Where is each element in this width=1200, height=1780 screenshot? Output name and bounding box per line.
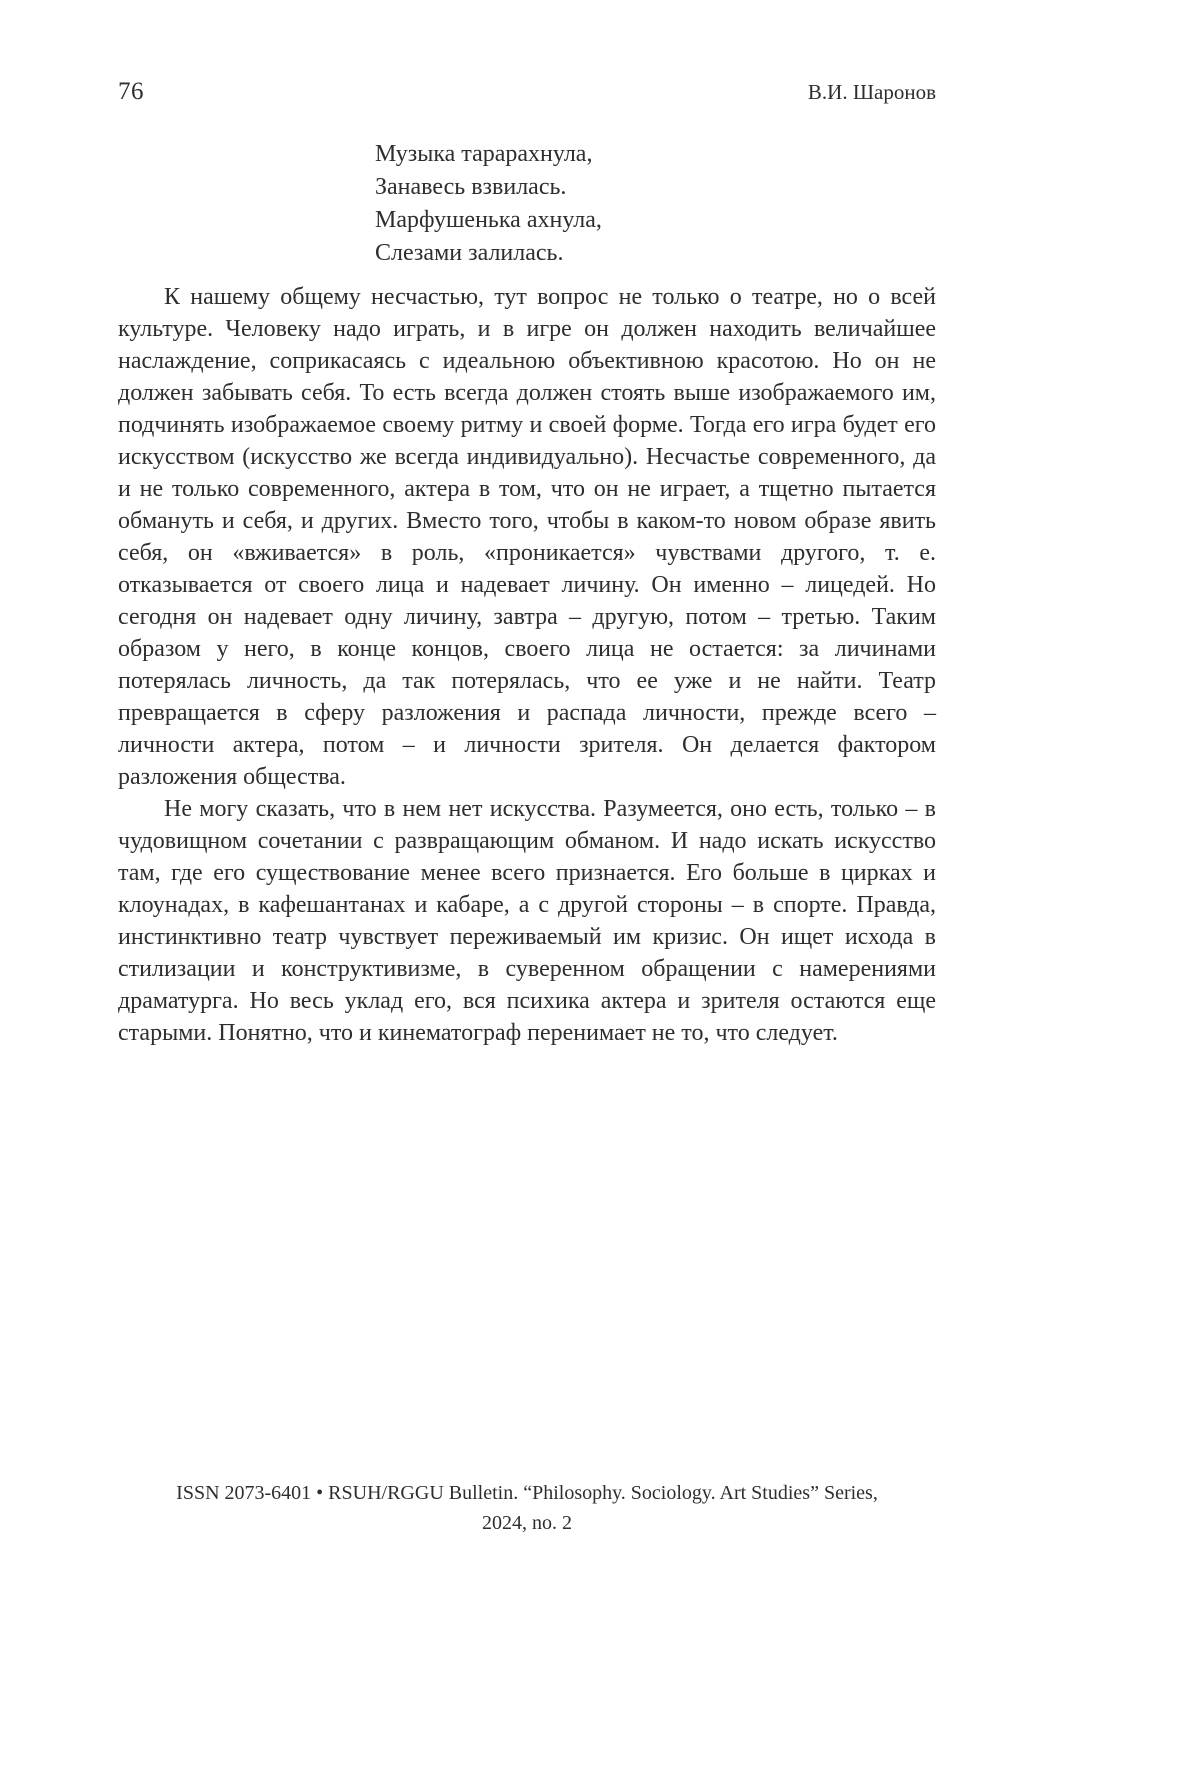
page-footer xyxy=(118,1478,936,1538)
verse-line: Занавесь взвилась. xyxy=(375,174,567,200)
footer-line: 2024, no. 2 xyxy=(482,1512,572,1534)
verse-line: Слезами залилась. xyxy=(375,240,564,266)
body-paragraph: Не могу сказать, что в нем нет искусства. Разумеется, оно есть, только – в чудовищном сочетании с развращающим обманом. И надо искать искусство там, где его существование менее всего признается. Его больше в цирках и клоунадах, в кафешантанах и кабаре, а с другой стороны – в спорте. Правда, инстинктивно театр чувствует переживаемый им кризис. Он ищет исхода в стилизации и конструктивизме, в суверенном обращении с намерениями драматурга. Но весь уклад его, вся психика актера и зрителя остаются еще старыми. Понятно, что и кинематограф перенимает не то, что следует. xyxy=(118,796,936,1046)
page-number: 76 xyxy=(118,78,144,105)
verse-block xyxy=(375,138,602,270)
page-header xyxy=(118,78,936,106)
footer-line: ISSN 2073-6401 • RSUH/RGGU Bulletin. “Philosophy. Sociology. Art Studies” Series, xyxy=(176,1482,878,1504)
body-text xyxy=(118,281,936,1049)
running-head: В.И. Шаронов xyxy=(807,80,936,104)
verse-line: Марфушенька ахнула, xyxy=(375,207,602,233)
body-paragraph: К нашему общему несчастью, тут вопрос не только о театре, но о всей культуре. Человеку надо играть, и в игре он должен находить величайшее наслаждение, соприкасаясь с идеальною объективною красотою. Но он не должен забывать себя. То есть всегда должен стоять выше изображаемого им, подчинять изображаемое своему ритму и своей форме. Тогда его игра будет его искусством (искусство же всегда индивидуально). Несчастье современного, да и не только современного, актера в том, что он не играет, а тщетно пытается обмануть и себя, и других. Вместо того, чтобы в каком-то новом образе явить себя, он «вживается» в роль, «проникается» чувствами другого, т. е. отказывается от своего лица и надевает личину. Он именно – лицедей. Но сегодня он надевает одну личину, завтра – другую, потом – третью. Таким образом у него, в конце концов, своего лица не остается: за личинами потерялась личность, да так потерялась, что ее уже и не найти. Театр превращается в сферу разложения и распада личности, прежде всего – личности актера, потом – и личности зрителя. Он делается фактором разложения общества. xyxy=(118,284,936,790)
verse-line: Музыка тарарахнула, xyxy=(375,141,593,167)
